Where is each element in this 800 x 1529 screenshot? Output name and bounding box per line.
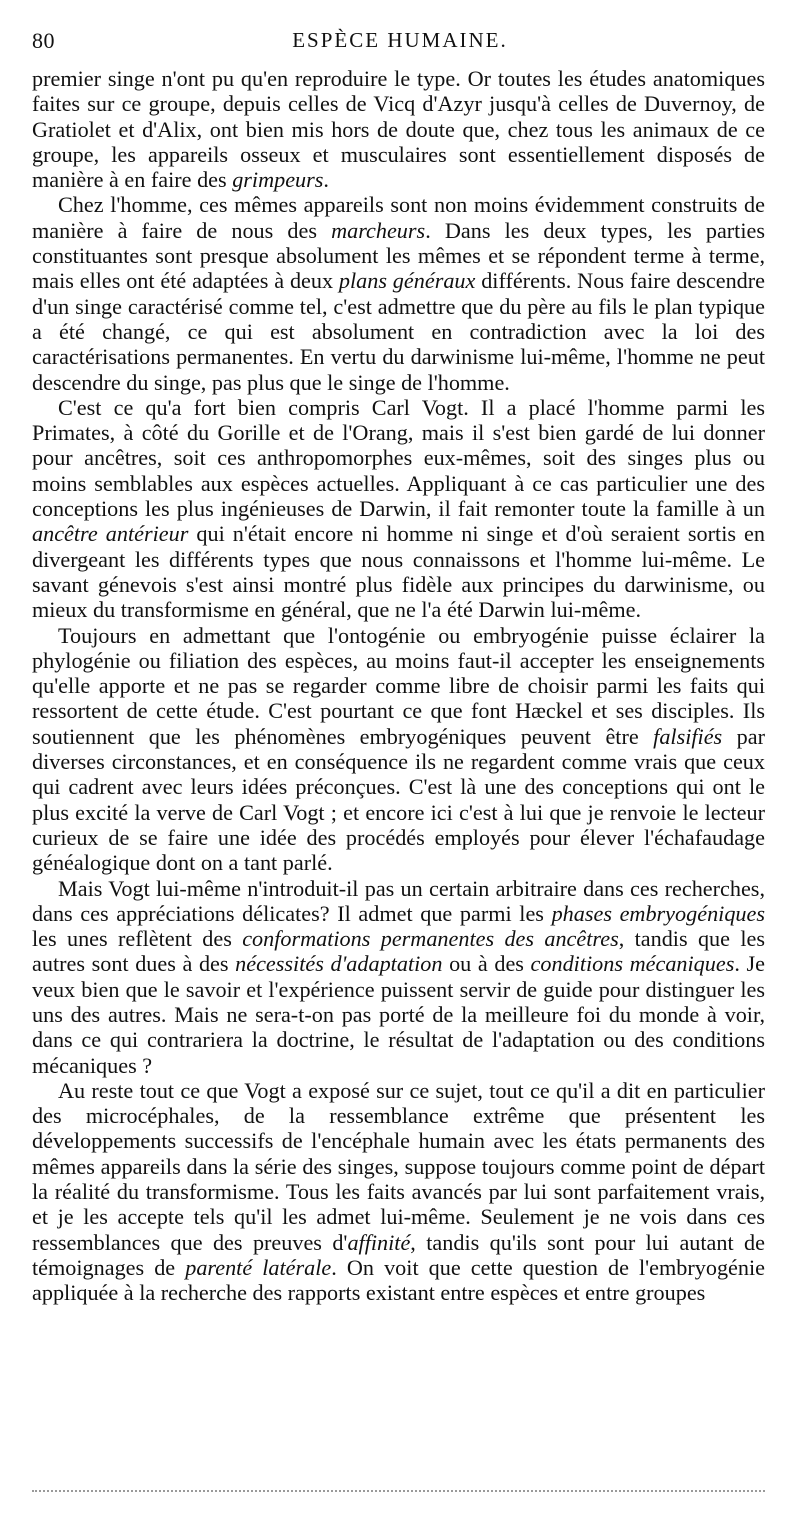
- text-run: Toujours en admettant que l'ontogénie ou embryogénie puisse éclairer la phylogénie ou filiation des espèces, au moins faut-il accepter les enseignements qu'elle apporte et ne pas se regarder comme libre de choisir parmi les faits qui ressortent de cette étude. C'est pourtant ce que font Hæckel et ses disciples. Ils soutiennent que les phénomènes embryogéniques peuvent être: [32, 622, 765, 749]
- italic-text: phases embryogéniques: [551, 900, 765, 926]
- italic-text: affinité: [347, 1229, 411, 1255]
- text-run: les unes reflètent des: [32, 926, 243, 952]
- text-run: . On voit que cette question de l'embryogénie appliquée à la recherche des rapports existant entre espèces et entre groupes: [32, 1254, 765, 1306]
- text-run: . Je veux bien que le savoir et l'expérience puissent servir de guide pour distinguer les uns des autres. Mais ne sera-t-on pas porté de la meilleure foi du monde à voir, dans ce qui contrariera la doctrine, le résultat de l'adaptation ou des conditions mécaniques ?: [32, 951, 766, 1078]
- italic-text: grimpeurs: [232, 167, 324, 193]
- italic-text: conditions mécaniques: [530, 951, 735, 977]
- italic-text: ancêtre antérieur: [32, 521, 189, 547]
- text-run: C'est ce qu'a fort bien compris Carl Vogt. Il a placé l'homme parmi les Primates, à côté du Gorille et de l'Orang, mais il s'est bien gardé de lui donner pour ancêtres, soit ces anthropomorphes eux-mêmes, soit des singes plus ou moins semblables aux espèces actuelles. Appliquant à ce cas particulier une des conceptions les plus ingénieuses de Darwin, il fait remonter toute la famille à un: [32, 394, 765, 522]
- text-run: , tandis qu'ils sont pour lui autant de témoignages de: [32, 1229, 765, 1280]
- paragraph: [32, 192, 765, 394]
- page-number: 80: [32, 28, 55, 53]
- paragraph: [32, 876, 765, 1078]
- paragraph: [32, 1078, 765, 1306]
- text-run: différents. Nous faire descendre d'un singe caractérisé comme tel, c'est admettre que du père au fils le plan typique a été changé, ce qui est absolument en contradiction avec la loi des caractérisations permanentes. En vertu du darwinisme lui-même, l'homme ne peut descendre du singe, pas plus que le singe de l'homme.: [32, 268, 766, 395]
- paragraph: [32, 395, 765, 623]
- paragraph: [32, 66, 765, 192]
- italic-text: marcheurs: [331, 217, 426, 243]
- text-run: , tandis que les autres sont dues à des: [32, 926, 765, 977]
- page-header: [32, 28, 768, 58]
- body-text: [32, 66, 765, 1306]
- text-run: Au reste tout ce que Vogt a exposé sur ce sujet, tout ce qu'il a dit en particulier des microcéphales, de la ressemblance extrême que présentent les développements successifs de l'encéphale humain avec les états permanents des mêmes appareils dans la série des singes, suppose toujours comme point de départ la réalité du transformisme. Tous les faits avancés par lui sont parfaitement vrais, et je les accepte tels qu'il les admet lui-même. Seulement je ne vois dans ces ressemblances que des preuves d': [32, 1077, 765, 1255]
- running-title: ESPÈCE HUMAINE.: [292, 28, 508, 52]
- footer-rule: [32, 1490, 765, 1492]
- text-run: . Dans les deux types, les parties constituantes sont presque absolument les mêmes et se répondent terme à terme, mais elles ont été adaptées à deux: [32, 217, 765, 294]
- italic-text: plans généraux: [338, 268, 476, 294]
- italic-text: parenté latérale: [185, 1254, 332, 1280]
- italic-text: nécessités d'adaptation: [235, 951, 443, 977]
- text-run: qui n'était encore ni homme ni singe et d'où seraient sortis en divergeant les différents types que nous connaissons et l'homme lui-même. Le savant génevois s'est ainsi montré plus fidèle aux principes du darwinisme, ou mieux du transformisme en général, que ne l'a été Darwin lui-même.: [32, 521, 765, 623]
- italic-text: conformations permanentes des ancêtres: [242, 926, 619, 952]
- text-run: Mais Vogt lui-même n'introduit-il pas un certain arbitraire dans ces recherches, dans ces appréciations délicates? Il admet que parmi les: [32, 875, 765, 926]
- text-run: Chez l'homme, ces mêmes appareils sont non moins évidemment construits de manière à faire de nous des: [32, 192, 765, 243]
- paragraph: [32, 623, 765, 876]
- italic-text: falsifiés: [653, 723, 723, 749]
- text-run: par diverses circonstances, et en conséquence ils ne regardent comme vrais que ceux qui cadrent avec leurs idées préconçues. C'est là une des conceptions qui ont le plus excité la verve de Carl Vogt ; et encore ici c'est à lui que je renvoie le lecteur curieux de se faire une idée des procédés employés pour élever l'échafaudage généalogique dont on a tant parlé.: [32, 723, 765, 876]
- text-run: ou à des: [442, 951, 531, 977]
- text-run: .: [323, 167, 329, 193]
- text-run: premier singe n'ont pu qu'en reproduire le type. Or toutes les études anatomiques faites sur ce groupe, depuis celles de Vicq d'Azyr jusqu'à celles de Duvernoy, de Gratiolet et d'Alix, ont bien mis hors de doute que, chez tous les animaux de ce groupe, les appareils osseux et musculaires sont essentiellement disposés de manière à en faire des: [32, 66, 765, 193]
